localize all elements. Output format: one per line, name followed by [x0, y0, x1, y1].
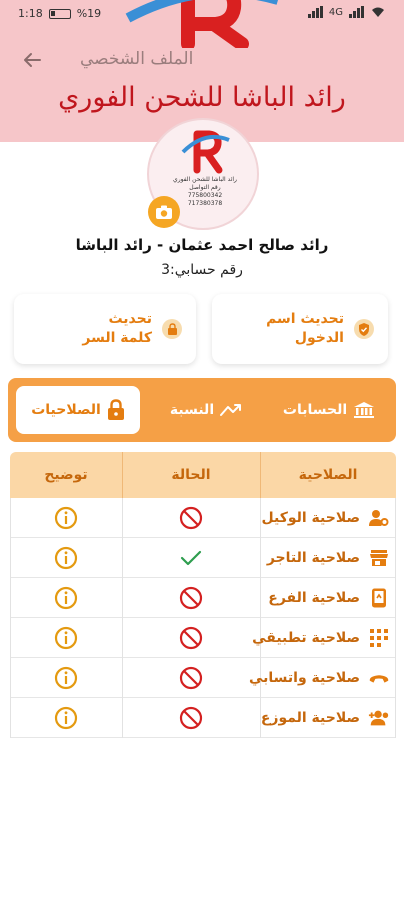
table-row	[10, 618, 396, 658]
permission-cell	[246, 538, 396, 578]
add-group-icon	[368, 707, 390, 729]
table-row	[10, 658, 396, 698]
table-header	[10, 452, 396, 498]
permission-label: صلاحية الموزع	[260, 710, 360, 726]
network-type: 4G	[328, 6, 343, 18]
back-arrow-icon[interactable]	[20, 48, 44, 72]
battery-icon	[49, 9, 71, 19]
header-permission: الصلاحية	[298, 467, 358, 483]
permission-state	[122, 498, 260, 538]
permission-cell	[246, 658, 396, 698]
permission-state	[122, 658, 260, 698]
info-button[interactable]	[10, 578, 122, 618]
avatar-phone-1: 775800342	[187, 192, 223, 199]
lock-icon	[162, 319, 182, 339]
signal-icon-2	[349, 6, 364, 18]
info-button[interactable]	[10, 538, 122, 578]
info-button[interactable]	[10, 658, 122, 698]
permission-label: صلاحية تطبيقي	[252, 630, 360, 646]
bank-icon	[353, 401, 375, 419]
permission-state	[122, 698, 260, 738]
permission-state	[122, 618, 260, 658]
info-button[interactable]	[10, 498, 122, 538]
update-username-card[interactable]	[212, 294, 388, 364]
tab-percentage-label: النسبة	[169, 402, 215, 418]
update-password-card[interactable]	[14, 294, 196, 364]
permission-state	[122, 578, 260, 618]
info-icon	[54, 666, 78, 690]
agent-icon	[368, 507, 390, 529]
tab-accounts-label: الحسابات	[282, 402, 348, 418]
lock-icon	[107, 399, 125, 421]
avatar-contact-label: رقم التواصل	[189, 184, 221, 191]
store-icon	[368, 547, 390, 569]
denied-icon	[179, 626, 203, 650]
info-icon	[54, 506, 78, 530]
check-icon	[180, 549, 202, 567]
permission-label: صلاحية التاجر	[266, 550, 360, 566]
table-row	[10, 698, 396, 738]
info-button[interactable]	[10, 618, 122, 658]
denied-icon	[179, 506, 203, 530]
info-icon	[54, 706, 78, 730]
permission-cell	[246, 618, 396, 658]
status-time: 1:18	[18, 7, 43, 20]
update-username-label: تحديث اسم الدخول	[266, 311, 344, 346]
tab-permissions[interactable]	[16, 386, 140, 434]
denied-icon	[179, 706, 203, 730]
permission-label: صلاحية الوكيل	[261, 510, 360, 526]
permission-cell	[246, 498, 396, 538]
update-password-label: تحديث كلمة السر	[82, 311, 152, 346]
permission-label: صلاحية واتسابي	[248, 670, 360, 686]
info-button[interactable]	[10, 698, 122, 738]
camera-icon	[155, 204, 173, 220]
page-title: الملف الشخصي	[80, 49, 194, 69]
brand-logo-watermark	[118, 0, 288, 48]
info-icon	[54, 626, 78, 650]
wifi-icon	[370, 6, 386, 18]
denied-icon	[179, 666, 203, 690]
table-row	[10, 538, 396, 578]
info-icon	[54, 586, 78, 610]
table-row	[10, 498, 396, 538]
app-grid-icon	[368, 627, 390, 649]
avatar-caption: رائد الباشا للشحن الفوري	[173, 176, 237, 183]
info-icon	[54, 546, 78, 570]
brand-banner: رائد الباشا للشحن الفوري	[58, 82, 346, 113]
trending-icon	[220, 403, 242, 417]
tab-percentage[interactable]	[148, 386, 264, 434]
user-name: رائد صالح احمد عثمان - رائد الباشا	[75, 236, 329, 254]
tab-permissions-label: الصلاحيات	[31, 402, 101, 418]
header-state: الحالة	[171, 467, 211, 483]
phone-icon	[368, 587, 390, 609]
permission-cell	[246, 578, 396, 618]
denied-icon	[179, 586, 203, 610]
avatar-logo	[179, 126, 231, 178]
signal-icon	[308, 6, 323, 18]
account-number: رقم حسابي:3	[161, 262, 243, 278]
battery-level: %19	[76, 7, 102, 20]
permission-state	[122, 538, 260, 578]
change-photo-button[interactable]	[148, 196, 180, 228]
avatar-phone-2: 717380378	[187, 200, 223, 207]
shield-icon	[354, 319, 374, 339]
tab-bar	[8, 378, 396, 442]
permission-cell	[246, 698, 396, 738]
permissions-table	[10, 452, 396, 738]
header-description: توضيح	[44, 467, 88, 483]
permission-label: صلاحية الفرع	[268, 590, 360, 606]
tab-accounts[interactable]	[274, 386, 384, 434]
table-row	[10, 578, 396, 618]
call-end-icon	[368, 667, 390, 689]
